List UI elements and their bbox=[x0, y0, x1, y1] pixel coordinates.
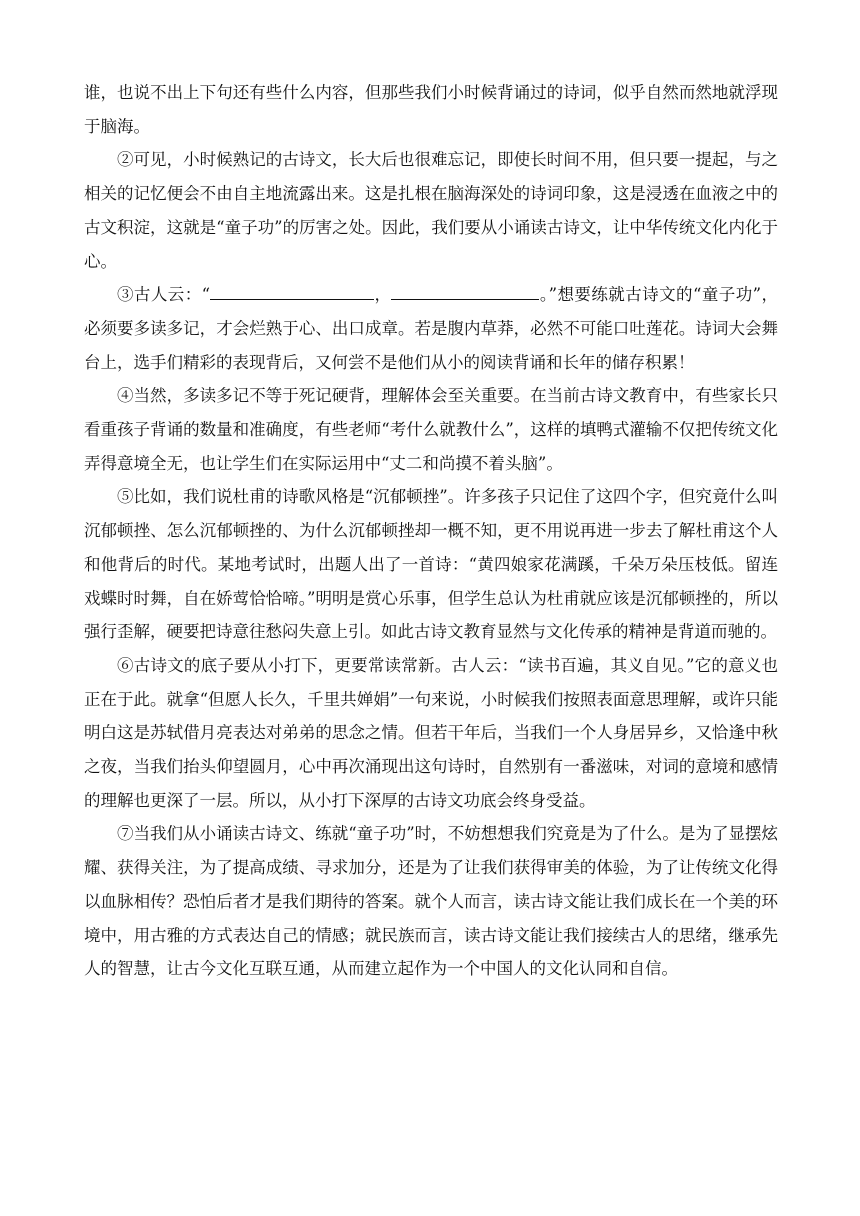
paragraph-continued: 谁，也说不出上下句还有些什么内容，但那些我们小时候背诵过的诗词，似乎自然而然地就浮现于脑海。 bbox=[84, 83, 778, 136]
paragraph-5: ⑤比如，我们说杜甫的诗歌风格是“沉郁顿挫”。许多孩子只记住了这四个字，但究竟什么叫沉郁顿挫、怎么沉郁顿挫的、为什么沉郁顿挫却一概不知，更不用说再进一步去了解杜甫这个人和他背后的时代。某地考试时，出题人出了一首诗：“黄四娘家花满蹊，千朵万朵压枝低。留连戏蝶时时舞，自在娇莺恰恰啼。”明明是赏心乐事，但学生总认为杜甫就应该是沉郁顿挫的，所以强行歪解，硬要把诗意往愁闷失意上引。如此古诗文教育显然与文化传承的精神是背道而驰的。 bbox=[84, 487, 778, 642]
paragraph-2: ②可见，小时候熟记的古诗文，长大后也很难忘记，即使长时间不用，但只要一提起，与之相关的记忆便会不由自主地流露出来。这是扎根在脑海深处的诗词印象，这是浸透在血液之中的古文积淀，这就是“童子功”的厉害之处。因此，我们要从小诵读古诗文，让中华传统文化内化于心。 bbox=[84, 150, 778, 271]
paragraph-3-lead: ③古人云：“ bbox=[117, 285, 211, 305]
paragraph-7: ⑦当我们从小诵读古诗文、练就“童子功”时，不妨想想我们究竟是为了什么。是为了显摆炫耀、获得关注，为了提高成绩、寻求加分，还是为了让我们获得审美的体验，为了让传统文化得以血脉相传？恐怕后者才是我们期待的答案。就个人而言，读古诗文能让我们成长在一个美的环境中，用古雅的方式表达自己的情感；就民族而言，读古诗文能让我们接续古人的思绪，继承先人的智慧，让古今文化互联互通，从而建立起作为一个中国人的文化认同和自信。 bbox=[84, 824, 778, 979]
fill-blank-2 bbox=[391, 283, 539, 301]
article-body bbox=[84, 76, 778, 986]
paragraph-3 bbox=[84, 278, 778, 379]
paragraph-3-rest: 。”想要练就古诗文的“童子功”，必须要多读多记，才会烂熟于心、出口成章。若是腹内草莽，必然不可能口吐莲花。诗词大会舞台上，选手们精彩的表现背后，又何尝不是他们从小的阅读背诵和长年的储存积累！ bbox=[84, 285, 778, 372]
paragraph-4: ④当然，多读多记不等于死记硬背，理解体会至关重要。在当前古诗文教育中，有些家长只看重孩子背诵的数量和准确度，有些老师“考什么就教什么”，这样的填鸭式灌输不仅把传统文化弄得意境全无，也让学生们在实际运用中“丈二和尚摸不着头脑”。 bbox=[84, 386, 778, 473]
paragraph-6: ⑥古诗文的底子要从小打下，更要常读常新。古人云：“读书百遍，其义自见。”它的意义也正在于此。就拿“但愿人长久，千里共婵娟”一句来说，小时候我们按照表面意思理解，或许只能明白这是苏轼借月亮表达对弟弟的思念之情。但若干年后，当我们一个人身居异乡，又恰逢中秋之夜，当我们抬头仰望圆月，心中再次涌现出这句诗时，自然别有一番滋味，对词的意境和感情的理解也更深了一层。所以，从小打下深厚的古诗文功底会终身受益。 bbox=[84, 655, 778, 810]
paragraph-3-comma: ， bbox=[374, 285, 392, 305]
fill-blank-1 bbox=[210, 283, 374, 301]
